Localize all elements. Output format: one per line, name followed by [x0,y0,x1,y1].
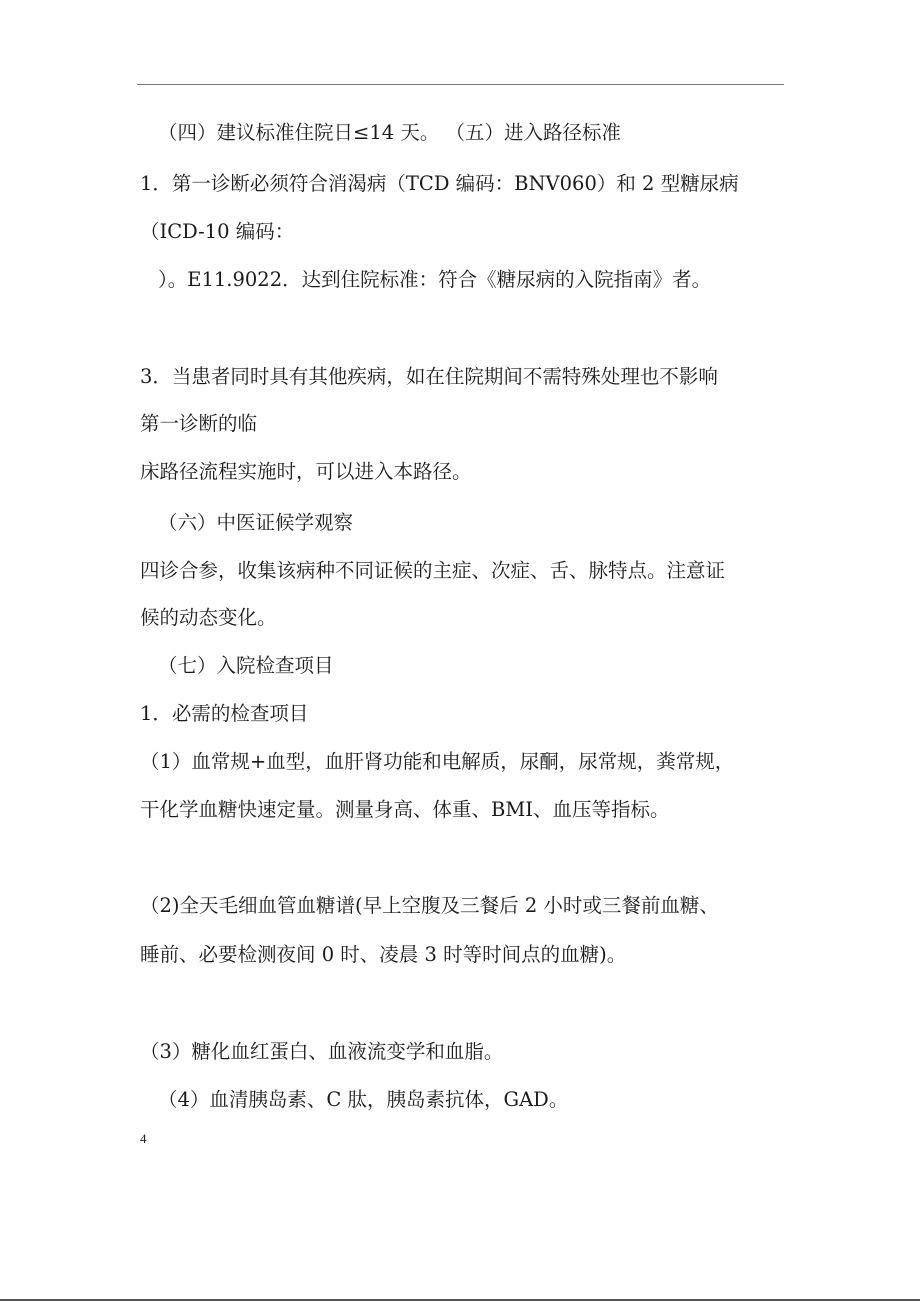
paragraph-line: 3．当患者同时具有其他疾病，如在住院期间不需特殊处理也不影响 [140,365,718,388]
subheading-line: 1．必需的检查项目 [140,702,309,725]
list-item-line: 干化学血糖快速定量。测量身高、体重、BMI、血压等指标。 [140,798,670,821]
header-rule [137,84,784,85]
section-four-and-five-heading: （四）建议标准住院日≤14 天。 （五）进入路径标准 [158,121,622,144]
list-item-line: （4）血清胰岛素、C 肽，胰岛素抗体，GAD。 [158,1088,569,1111]
paragraph-line: 四诊合参，收集该病种不同证候的主症、次症、舌、脉特点。注意证 [140,559,726,582]
list-item-line: 睡前、必要检测夜间 0 时、凌晨 3 时等时间点的血糖)。 [140,943,627,966]
list-item-line: （1）血常规+血型，血肝肾功能和电解质，尿酮，尿常规，粪常规， [140,750,735,773]
paragraph-line: ）。E11.9022．达到住院标准：符合《糖尿病的入院指南》者。 [158,268,712,291]
page-bottom-rule [0,1299,920,1301]
paragraph-line: 床路径流程实施时，可以进入本路径。 [140,460,472,483]
section-six-heading: （六）中医证候学观察 [158,511,354,534]
paragraph-line: 1．第一诊断必须符合消渴病（TCD 编码：BNV060）和 2 型糖尿病 [140,172,739,195]
paragraph-line: 第一诊断的临 [140,412,258,435]
list-item-line: （2)全天毛细血管血糖谱(早上空腹及三餐后 2 小时或三餐前血糖、 [140,894,719,917]
paragraph-line: （ICD-10 编码： [140,220,295,243]
list-item-line: （3）糖化血红蛋白、血液流变学和血脂。 [140,1040,504,1063]
page-number: 4 [140,1131,147,1146]
paragraph-line: 候的动态变化。 [140,606,277,629]
section-seven-heading: （七）入院检查项目 [158,654,334,677]
